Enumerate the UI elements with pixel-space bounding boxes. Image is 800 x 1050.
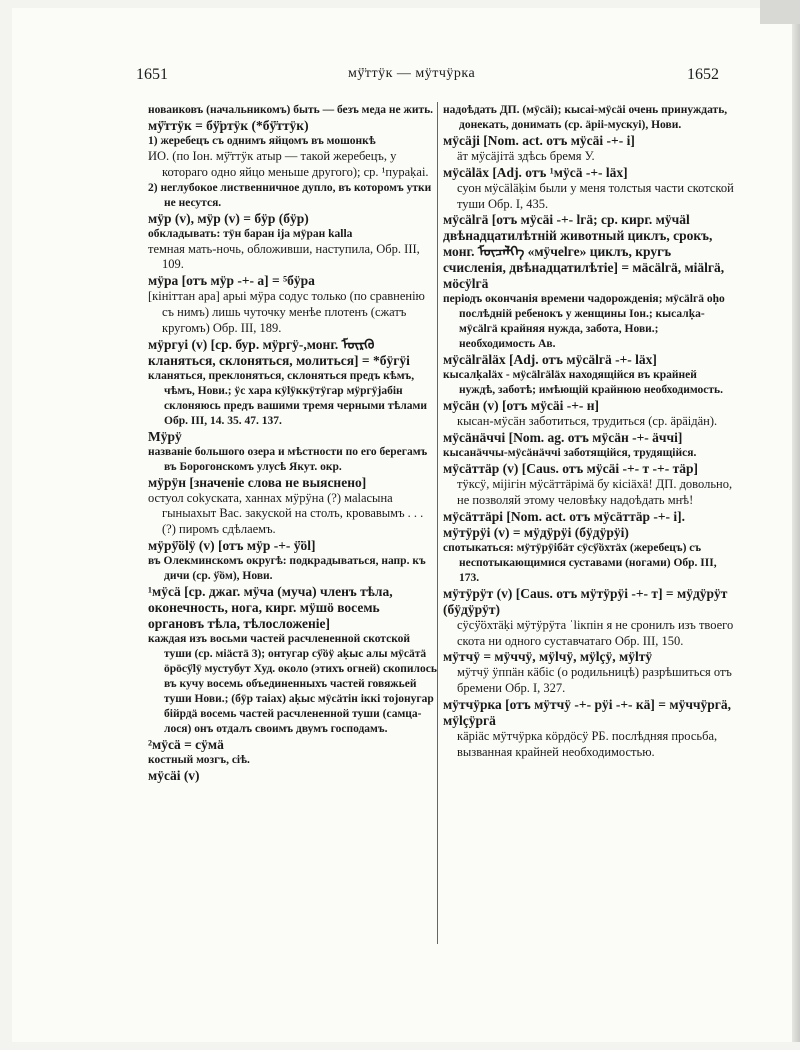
entry-headword: мÿсäјі [Nom. act. отъ мÿсäі -+- і] — [443, 133, 635, 148]
entry-headword: мÿсäттäрі [Nom. act. отъ мÿсäттäр -+- і]. — [443, 508, 686, 524]
entry-headword: мÿсäläх [Adj. отъ ¹мÿсä -+- läх] — [443, 164, 628, 180]
entry-headword: ²мÿсä = сÿмä — [148, 736, 224, 752]
entry-text: суон мÿсäläḳім были у меня толстыя части скотской туши Обр. I, 435. — [457, 180, 734, 211]
entry-text: новаиковъ (начальникомъ) быть — безъ меда не жить. — [148, 104, 434, 116]
running-title: мÿ̈ттÿк — мÿтчÿрка — [348, 66, 476, 81]
entry-text: 1) жеребецъ съ однимъ яйцомъ въ мошонкѣ — [148, 135, 376, 147]
entry-headword: мÿсälгäläх [Adj. отъ мÿсälгä -+- läх] — [443, 352, 657, 368]
entry-text: періодъ окончанія времени чадорожденія; мÿсälгä оḥо послѣдній ребенокъ у женщины Іон.; кысалḳа-мÿсälгä крайняя нужда, забота, Нови.; необходимость Ав. — [443, 293, 725, 351]
page-edge-shadow — [792, 8, 800, 1042]
entry-headword: мÿсäн (v) [отъ мÿсäі -+- н] — [443, 398, 600, 414]
page-number-right: 1652 — [687, 66, 719, 83]
entry-headword: мÿсälгä [отъ мÿсäі -+- lгä; ср. кирг. мÿчäl двѣнадцатилѣтній животный циклъ, срокъ, монг. ᠮᠦᠴᠡᠯᠭᠡ «мÿчеlге» циклъ, кругъ счисленія, двѣнадцатилѣтіе] = мäсälгä, міälгä, мöсÿlгä — [443, 212, 725, 292]
entry-headword: мÿтÿрÿт (v) [Caus. отъ мÿтÿрÿі -+- т] = мÿдÿрÿт (бÿдÿрÿт) — [443, 585, 728, 617]
entry-headword: мÿра [отъ мÿр -+- а] = ⁵бÿра — [148, 273, 315, 289]
entry-headword: мÿргуі (v) [ср. бур. мÿргÿ-,монг. ᠮᠦᠷᠭᠦ кланяться, склоняться, молиться] = *бÿгÿі — [148, 336, 410, 368]
page-corner — [760, 0, 800, 24]
page-number-left: 1651 — [136, 66, 168, 83]
left-column — [148, 103, 438, 784]
entry-headword: мÿрÿн [значеніе слова не выяснено] — [148, 474, 367, 490]
right-column — [443, 103, 735, 761]
entry-headword: мÿтÿрÿі (v) = мÿдÿрÿі (бÿдÿрÿі) — [443, 524, 629, 540]
entry-text: кысан-мÿсäн заботиться, трудиться (ср. äрäідäн). — [457, 414, 718, 429]
entry-text: кланяться, преклоняться, склоняться предъ кѣмъ, чѣмъ, Нови.; ÿс хара кÿlÿккÿтÿгар мÿргÿјабін склоняюсь предъ вашими тремя черными тѣлами Обр. III, 14. 35. 47. 137. — [148, 369, 427, 427]
entry-headword: Мÿрÿ — [148, 428, 182, 444]
entry-text: ИО. (по Іон. мÿ̈ттÿк атыр — такой жеребецъ, у котораго одно яйцо меньше другого); ср. ¹пураḳаі. — [148, 149, 429, 179]
entry-headword: мÿсäі (v) — [148, 767, 200, 783]
entry-text: въ Олекминскомъ округѣ: подкрадываться, напр. къ дичи (ср. ÿ̈öм), Нови. — [148, 554, 426, 582]
entry-text: кысанäччы-мÿсäнäччі заботящійся, трудящійся. — [443, 447, 697, 460]
entry-headword: мÿ̈ттÿк = бÿ̈ртÿк (*бÿ̈ттÿк) — [148, 118, 309, 133]
entry-text: мÿтчÿ ÿппäн кäбіс (о родильницѣ) разрѣшиться отъ бремени Обр. I, 327. — [457, 665, 732, 696]
entry-text: костный мозгъ, сіѣ. — [148, 753, 250, 766]
entry-text: äт мÿсäјітä здѣсь бремя У. — [457, 149, 595, 163]
entry-headword: мÿтчÿрка [отъ мÿтчÿ -+- рÿі -+- кä] = мÿччÿргä, мÿlçÿргä — [443, 696, 732, 728]
entry-text: сÿсÿ̈öхтäḳі мÿтÿрÿта ˈlікпін я не сронилъ изъ твоего скота ни одного суставчатаго Обр. III, 150. — [457, 617, 734, 648]
entry-headword: мÿрÿ̈ölÿ (v) [отъ мÿр -+- ÿ̈öl] — [148, 537, 316, 553]
entry-headword: мÿр (v), мÿр (v) = бÿр (бÿр) — [148, 210, 309, 226]
entry-text: кысалḳаläх - мÿсälгäläх находящійся въ крайней нуждѣ, заботѣ; имѣющій крайнюю необходимость. — [443, 369, 723, 397]
entry-headword: мÿсäттäр (v) [Caus. отъ мÿсäі -+- т -+- тäр] — [443, 461, 698, 477]
entry-text: спотыкаться: мÿтÿрÿібäт сÿсÿ̈öхтäх (жеребецъ) съ неспотыкающимися суставами (ногами) Обр. III, 173. — [443, 541, 717, 584]
entry-text: обкладывать: тÿн баран іја мÿран kаllа — [148, 227, 353, 240]
entry-text: темная мать-ночь, обложивши, наступила, Обр. III, 109. — [148, 241, 420, 272]
entry-text: каждая изъ восьми частей расчлененной скотской туши (ср. міäстä 3); онтугар сÿ̈öÿ аḳыс алы мÿсäтä öрöсÿ̈lÿ мустубут Худ. около (этихъ огней) скопилось въ кучу восемь объединенныхъ частей говяжьей туши Нови.; (бÿр таіах) аḳыс мÿсäтін іккі тојонугар бійрдä восемь частей расчлененной туши (самца-лося) онъ отдалъ своимъ двумъ господамъ. — [148, 632, 437, 735]
entry-text: остуол соkуската, ханнах мÿрÿна (?) маlасына гыныахыт Вас. закуской на столъ, кровавымъ . . . (?) пиромъ сдѣлаемъ. — [148, 490, 424, 537]
entry-headword: мÿсäнäччі [Nom. ag. отъ мÿсäн -+- äччі] — [443, 430, 683, 446]
entry-text: тÿксÿ, міјігін мÿсäттäрімä бу кісіäхä! ДП. довольно, не позволяй этому человѣку надоѣдать мнѣ! — [457, 477, 733, 507]
entry-text: [кініттан ара] арыі мÿра содус только (по сравненію съ нимъ) лишь чуточку менѣе плотенъ (сжатъ кругомъ) Обр. III, 189. — [148, 289, 425, 335]
entry-text: 2) неглубокое лиственничное дупло, въ которомъ утки не несутся. — [148, 181, 432, 209]
entry-headword: ¹мÿсä [ср. джаг. мÿча (муча) членъ тѣла, оконечность, нога, кирг. мÿшö восемь органовъ тѣла, тѣлосложеніе] — [148, 583, 393, 631]
entry-headword: мÿтчÿ = мÿччÿ, мÿlчÿ, мÿlçÿ, мÿlтÿ — [443, 649, 653, 665]
entry-text: кäріäс мÿтчÿрка кöрдöсÿ РБ. послѣдняя просьба, вызванная крайней необходимостью. — [457, 728, 718, 759]
entry-text: названіе большого озера и мѣстности по его берегамъ въ Борогонскомъ улусѣ Якут. окр. — [148, 445, 428, 473]
entry-text: надоѣдать ДП. (мÿсäі); кысаі-мÿсäі очень принуждать, донекать, донимать (ср. äріі-мускуі), Нови. — [443, 104, 728, 131]
